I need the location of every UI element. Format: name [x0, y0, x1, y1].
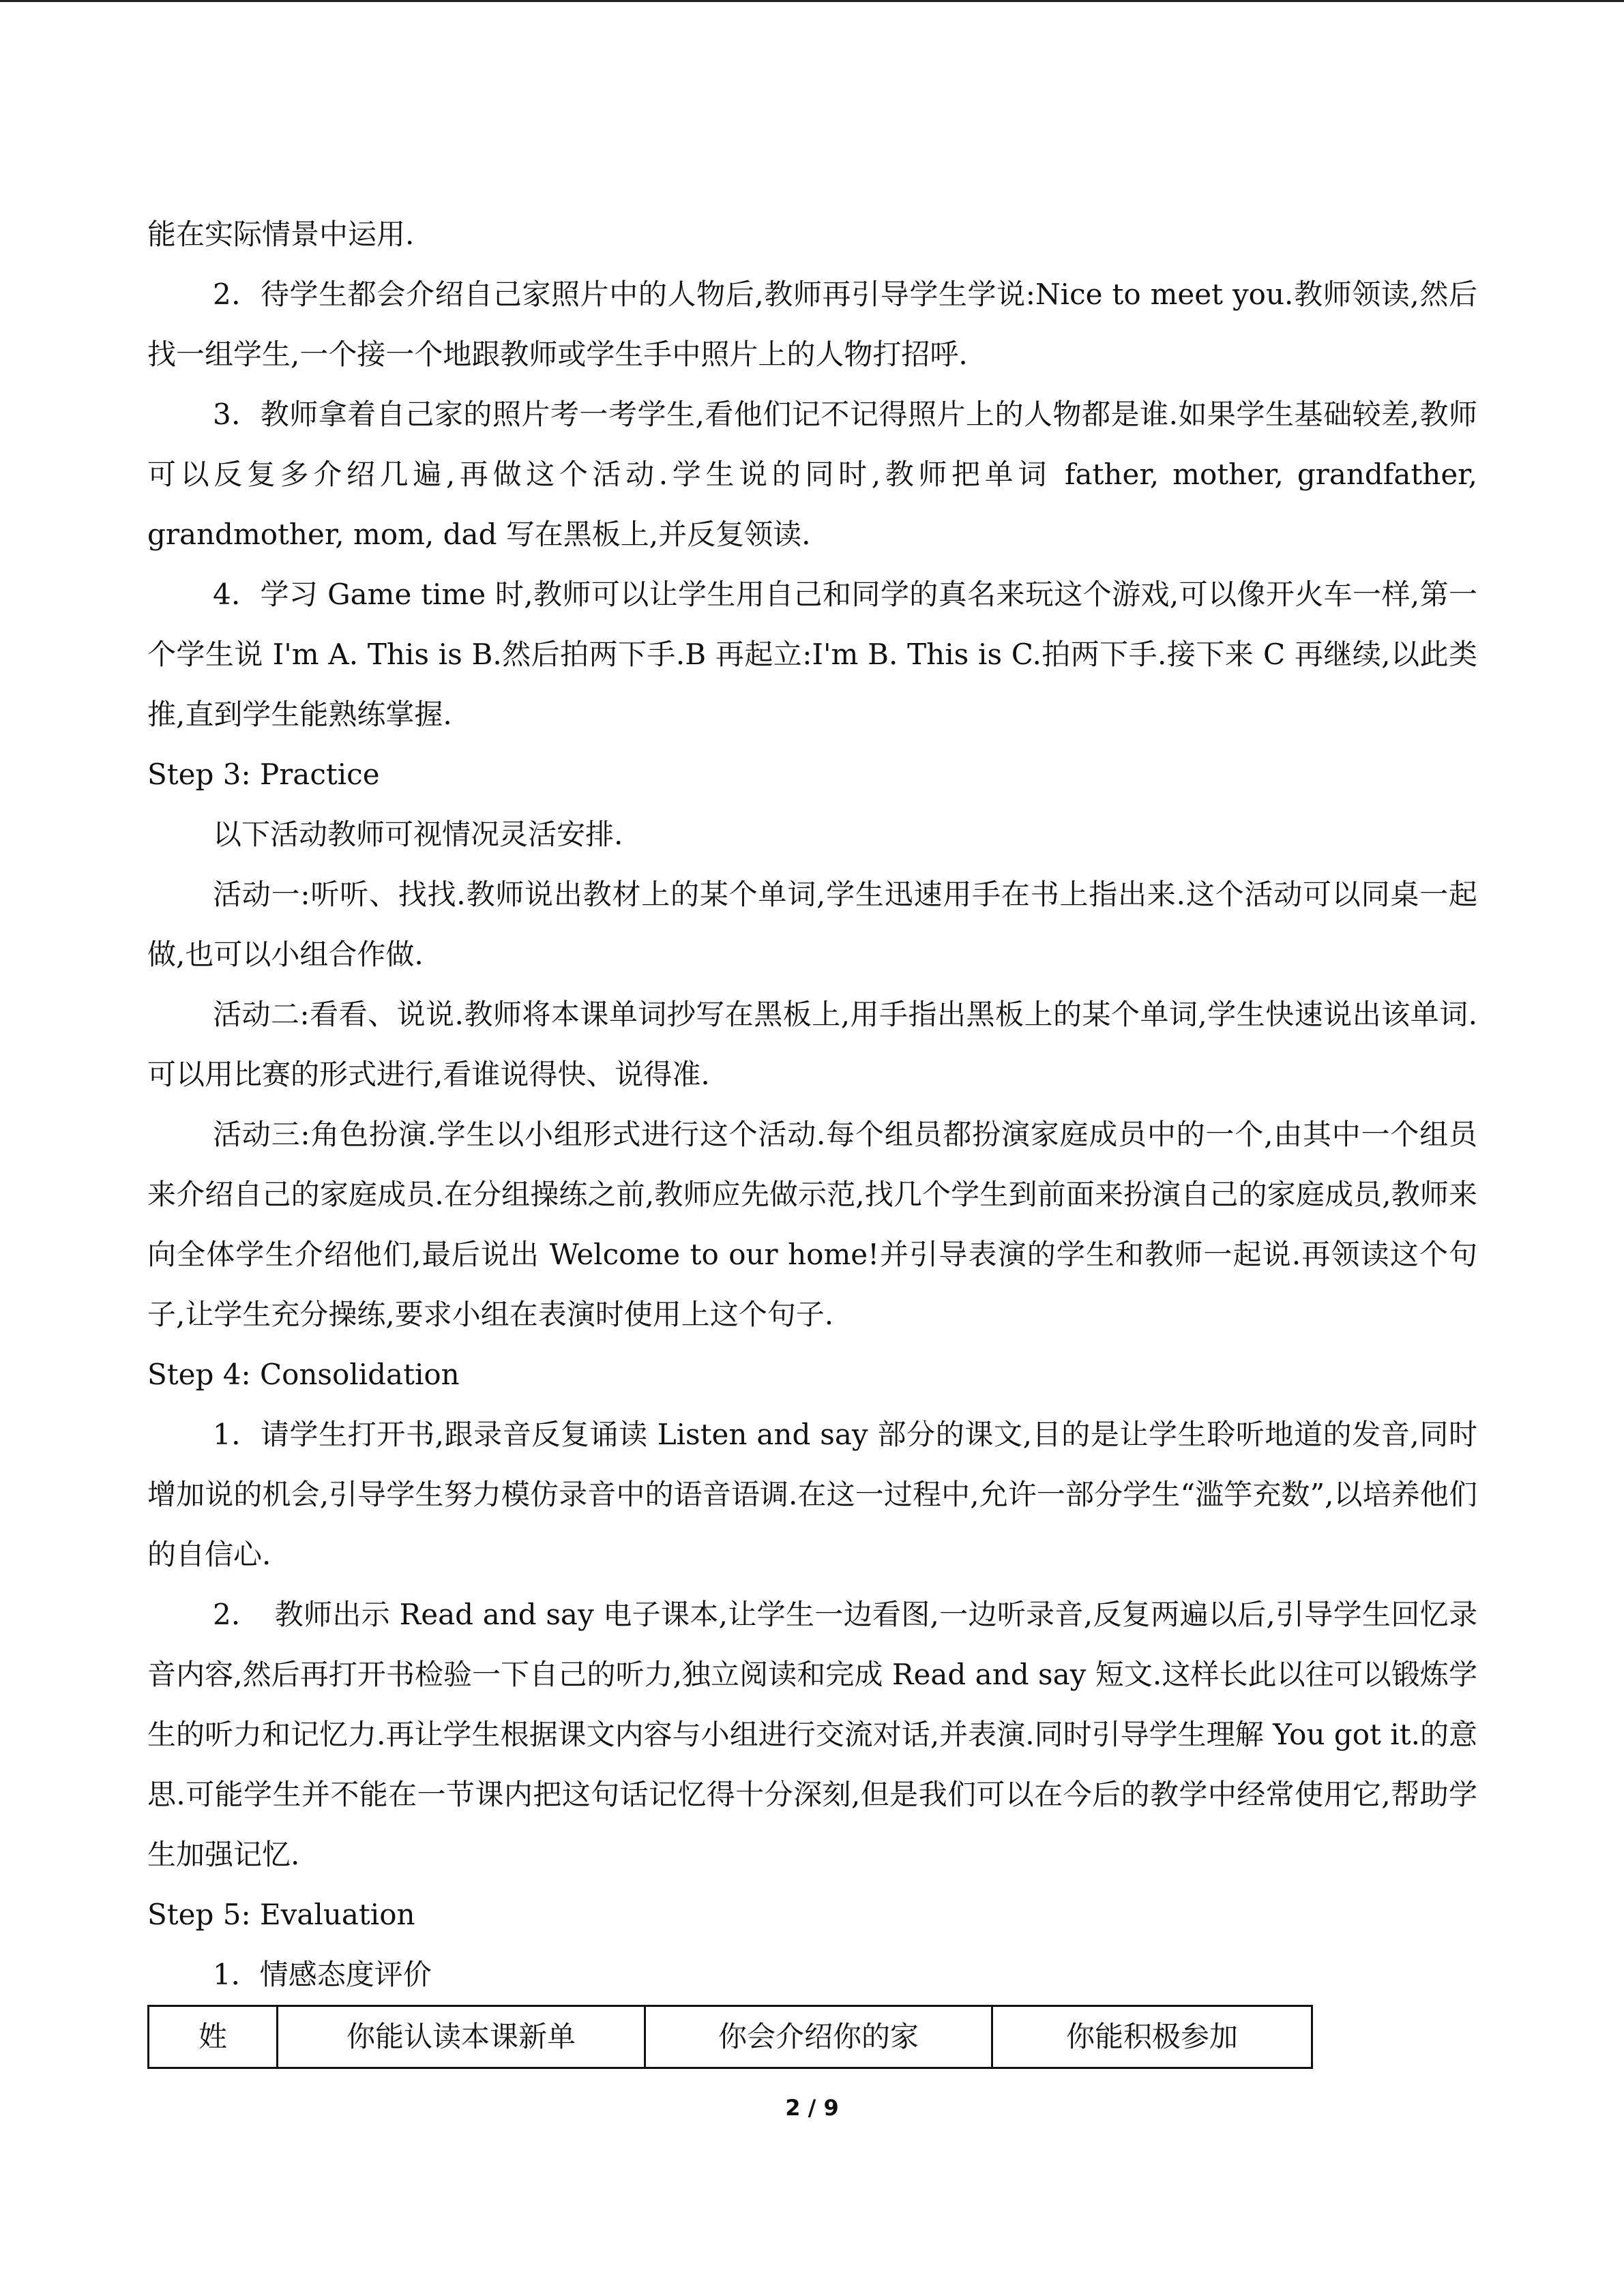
- step-5-heading: Step 5: Evaluation: [147, 1898, 415, 1931]
- table-header-cell: 你能认读本课新单: [278, 2006, 645, 2068]
- paragraph-2: 3．教师拿着自己家的照片考一考学生,看他们记不记得照片上的人物都是谁.如果学生基础较差,教师可以反复多介绍几遍,再做这个活动.学生说的同时,教师把单词 father, mother, grandfather, grandmother, mom, dad 写在黑板上,并反复领读.: [147, 398, 1477, 551]
- step-4-heading: Step 4: Consolidation: [147, 1358, 460, 1391]
- table-header-row: [149, 2006, 1312, 2068]
- paragraph-5: 以下活动教师可视情况灵活安排.: [213, 818, 623, 851]
- top-border-line: [0, 0, 1624, 2]
- paragraph-10: 1．请学生打开书,跟录音反复诵读 Listen and say 部分的课文,目的是让学生聆听地道的发音,同时增加说的机会,引导学生努力模仿录音中的语音语调.在这一过程中,允许一部分学生“滥竽充数”,以培养他们的自信心.: [147, 1418, 1477, 1571]
- paragraph-0: 能在实际情景中运用.: [147, 218, 415, 251]
- page-number: 2 / 9: [785, 2095, 839, 2121]
- document-body: [147, 205, 1477, 2069]
- table-header-cell: 姓: [149, 2006, 278, 2068]
- activity-1-paragraph: 活动一:听听、找找.教师说出教材上的某个单词,学生迅速用手在书上指出来.这个活动可以同桌一起做,也可以小组合作做.: [147, 878, 1477, 971]
- step-3-heading: Step 3: Practice: [147, 758, 380, 791]
- evaluation-table: [147, 2005, 1313, 2069]
- activity-3-paragraph: 活动三:角色扮演.学生以小组形式进行这个活动.每个组员都扮演家庭成员中的一个,由其中一个组员来介绍自己的家庭成员.在分组操练之前,教师应先做示范,找几个学生到前面来扮演自己的家庭成员,教师来向全体学生介绍他们,最后说出 Welcome to our home!并引导表演的学生和教师一起说.再领读这个句子,让学生充分操练,要求小组在表演时使用上这个句子.: [147, 1118, 1477, 1331]
- paragraph-3: 4．学习 Game time 时,教师可以让学生用自己和同学的真名来玩这个游戏,可以像开火车一样,第一个学生说 I'm A. This is B.然后拍两下手.B 再起立:I'm B. This is C.拍两下手.接下来 C 再继续,以此类推,直到学生能熟练掌握.: [147, 578, 1477, 731]
- paragraph-1: 2．待学生都会介绍自己家照片中的人物后,教师再引导学生学说:Nice to meet you.教师领读,然后找一组学生,一个接一个地跟教师或学生手中照片上的人物打招呼.: [147, 278, 1477, 371]
- paragraph-11: 2． 教师出示 Read and say 电子课本,让学生一边看图,一边听录音,反复两遍以后,引导学生回忆录音内容,然后再打开书检验一下自己的听力,独立阅读和完成 Read and say 短文.这样长此以往可以锻炼学生的听力和记忆力.再让学生根据课文内容与小组进行交流对话,并表演.同时引导学生理解 You got it.的意思.可能学生并不能在一节课内把这句话记忆得十分深刻,但是我们可以在今后的教学中经常使用它,帮助学生加强记忆.: [147, 1598, 1477, 1871]
- table-header-cell: 你会介绍你的家: [645, 2006, 992, 2068]
- paragraph-13: 1．情感态度评价: [213, 1958, 432, 1991]
- activity-2-paragraph: 活动二:看看、说说.教师将本课单词抄写在黑板上,用手指出黑板上的某个单词,学生快速说出该单词.可以用比赛的形式进行,看谁说得快、说得准.: [147, 998, 1477, 1091]
- table-header-cell: 你能积极参加: [992, 2006, 1312, 2068]
